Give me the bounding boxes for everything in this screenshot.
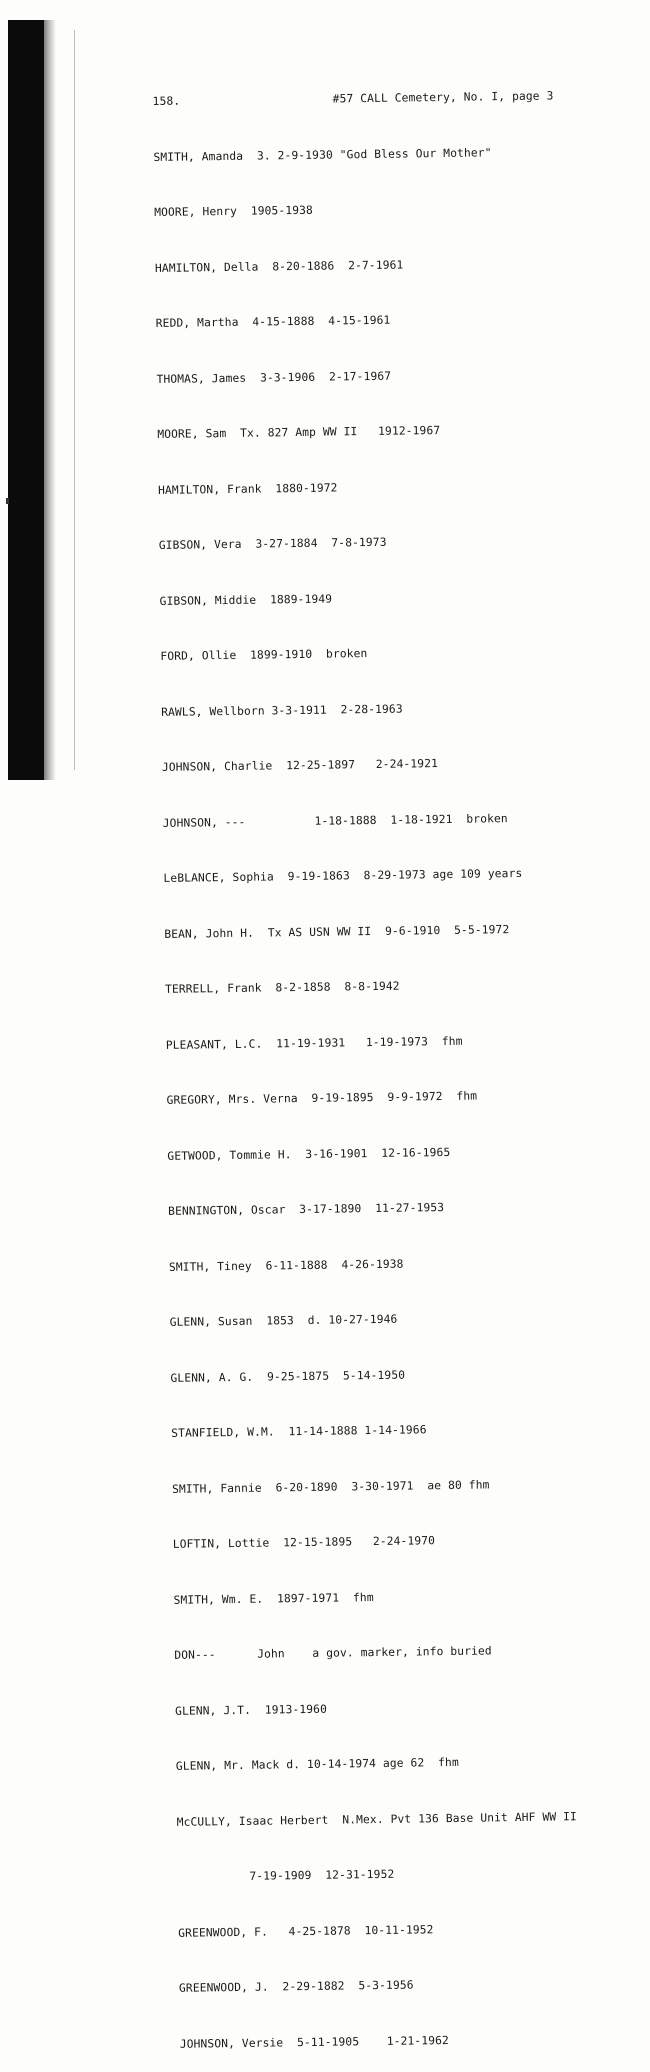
entry-line: STANFIELD, W.M. 11-14-1888 1-14-1966 bbox=[171, 1423, 427, 1440]
entry-line: GIBSON, Middie 1889-1949 bbox=[159, 592, 333, 608]
entry-line: PLEASANT, L.C. 11-19-1931 1-19-1973 fhm bbox=[165, 1034, 463, 1052]
entry-line: GREGORY, Mrs. Verna 9-19-1895 9-9-1972 fhm bbox=[166, 1089, 478, 1107]
binding-shadow bbox=[8, 20, 44, 780]
entry-line: LOFTIN, Lottie 12-15-1895 2-24-1970 bbox=[172, 1534, 436, 1551]
page-title: #57 CALL Cemetery, No. I, page 3 bbox=[332, 89, 554, 106]
document-page bbox=[152, 49, 650, 2072]
entry-line: SMITH, Fannie 6-20-1890 3-30-1971 ae 80 fhm bbox=[171, 1477, 490, 1496]
entry-line: LeBLANCE, Sophia 9-19-1863 8-29-1973 age 109 years bbox=[163, 866, 523, 885]
entry-line: GLENN, A. G. 9-25-1875 5-14-1950 bbox=[170, 1368, 406, 1385]
entry-line: GLENN, Susan 1853 d. 10-27-1946 bbox=[169, 1312, 398, 1329]
entry-line: TERRELL, Frank 8-2-1858 8-8-1942 bbox=[164, 979, 400, 996]
entry-line: GREENWOOD, F. 4-25-1878 10-11-1952 bbox=[178, 1922, 434, 1940]
page-number: 158. bbox=[152, 94, 181, 108]
entry-line-continuation: 7-19-1909 12-31-1952 bbox=[249, 1867, 395, 1883]
entry-line: GREENWOOD, J. 2-29-1882 5-3-1956 bbox=[178, 1978, 414, 1995]
page-header bbox=[153, 86, 623, 111]
entry-line: MOORE, Sam Tx. 827 Amp WW II 1912-1967 bbox=[157, 424, 441, 441]
entry-line: McCULLY, Isaac Herbert N.Mex. Pvt 136 Base Unit AHF WW II bbox=[176, 1809, 577, 1829]
margin-line bbox=[74, 30, 75, 770]
entry-line: MOORE, Henry 1905-1938 bbox=[154, 203, 313, 219]
entry-line: RAWLS, Wellborn 3-3-1911 2-28-1963 bbox=[161, 702, 403, 719]
entry-line: JOHNSON, Charlie 12-25-1897 2-24-1921 bbox=[161, 757, 439, 774]
entry-line: HAMILTON, Frank 1880-1972 bbox=[157, 480, 338, 497]
entry-line: SMITH, Tiney 6-11-1888 4-26-1938 bbox=[168, 1257, 404, 1274]
entry-line: BEAN, John H. Tx AS USN WW II 9-6-1910 5-5-1972 bbox=[164, 922, 510, 941]
entry-line: GETWOOD, Tommie H. 3-16-1901 12-16-1965 bbox=[167, 1145, 451, 1163]
entry-line: SMITH, Amanda 3. 2-9-1930 "God Bless Our Mother" bbox=[153, 145, 492, 164]
entry-line: SMITH, Wm. E. 1897-1971 fhm bbox=[173, 1590, 374, 1607]
scan-speck bbox=[6, 498, 9, 504]
entry-line: GLENN, J.T. 1913-1960 bbox=[175, 1702, 328, 1718]
binding-edge bbox=[44, 20, 56, 780]
entry-line: GIBSON, Vera 3-27-1884 7-8-1973 bbox=[158, 535, 387, 552]
entry-line: FORD, Ollie 1899-1910 broken bbox=[160, 647, 368, 663]
entry-line: DON--- John a gov. marker, info buried bbox=[174, 1644, 492, 1662]
entry-line: JOHNSON, --- 1-18-1888 1-18-1921 broken bbox=[162, 811, 508, 830]
entry-line: THOMAS, James 3-3-1906 2-17-1967 bbox=[156, 369, 392, 386]
entry-line: JOHNSON, Versie 5-11-1905 1-21-1962 bbox=[179, 2033, 449, 2051]
entry-line: GLENN, Mr. Mack d. 10-14-1974 age 62 fhm bbox=[175, 1755, 459, 1773]
entry-line: REDD, Martha 4-15-1888 4-15-1961 bbox=[155, 313, 391, 330]
entry-line: BENNINGTON, Oscar 3-17-1890 11-27-1953 bbox=[168, 1201, 445, 1218]
entry-line: HAMILTON, Della 8-20-1886 2-7-1961 bbox=[154, 258, 404, 275]
